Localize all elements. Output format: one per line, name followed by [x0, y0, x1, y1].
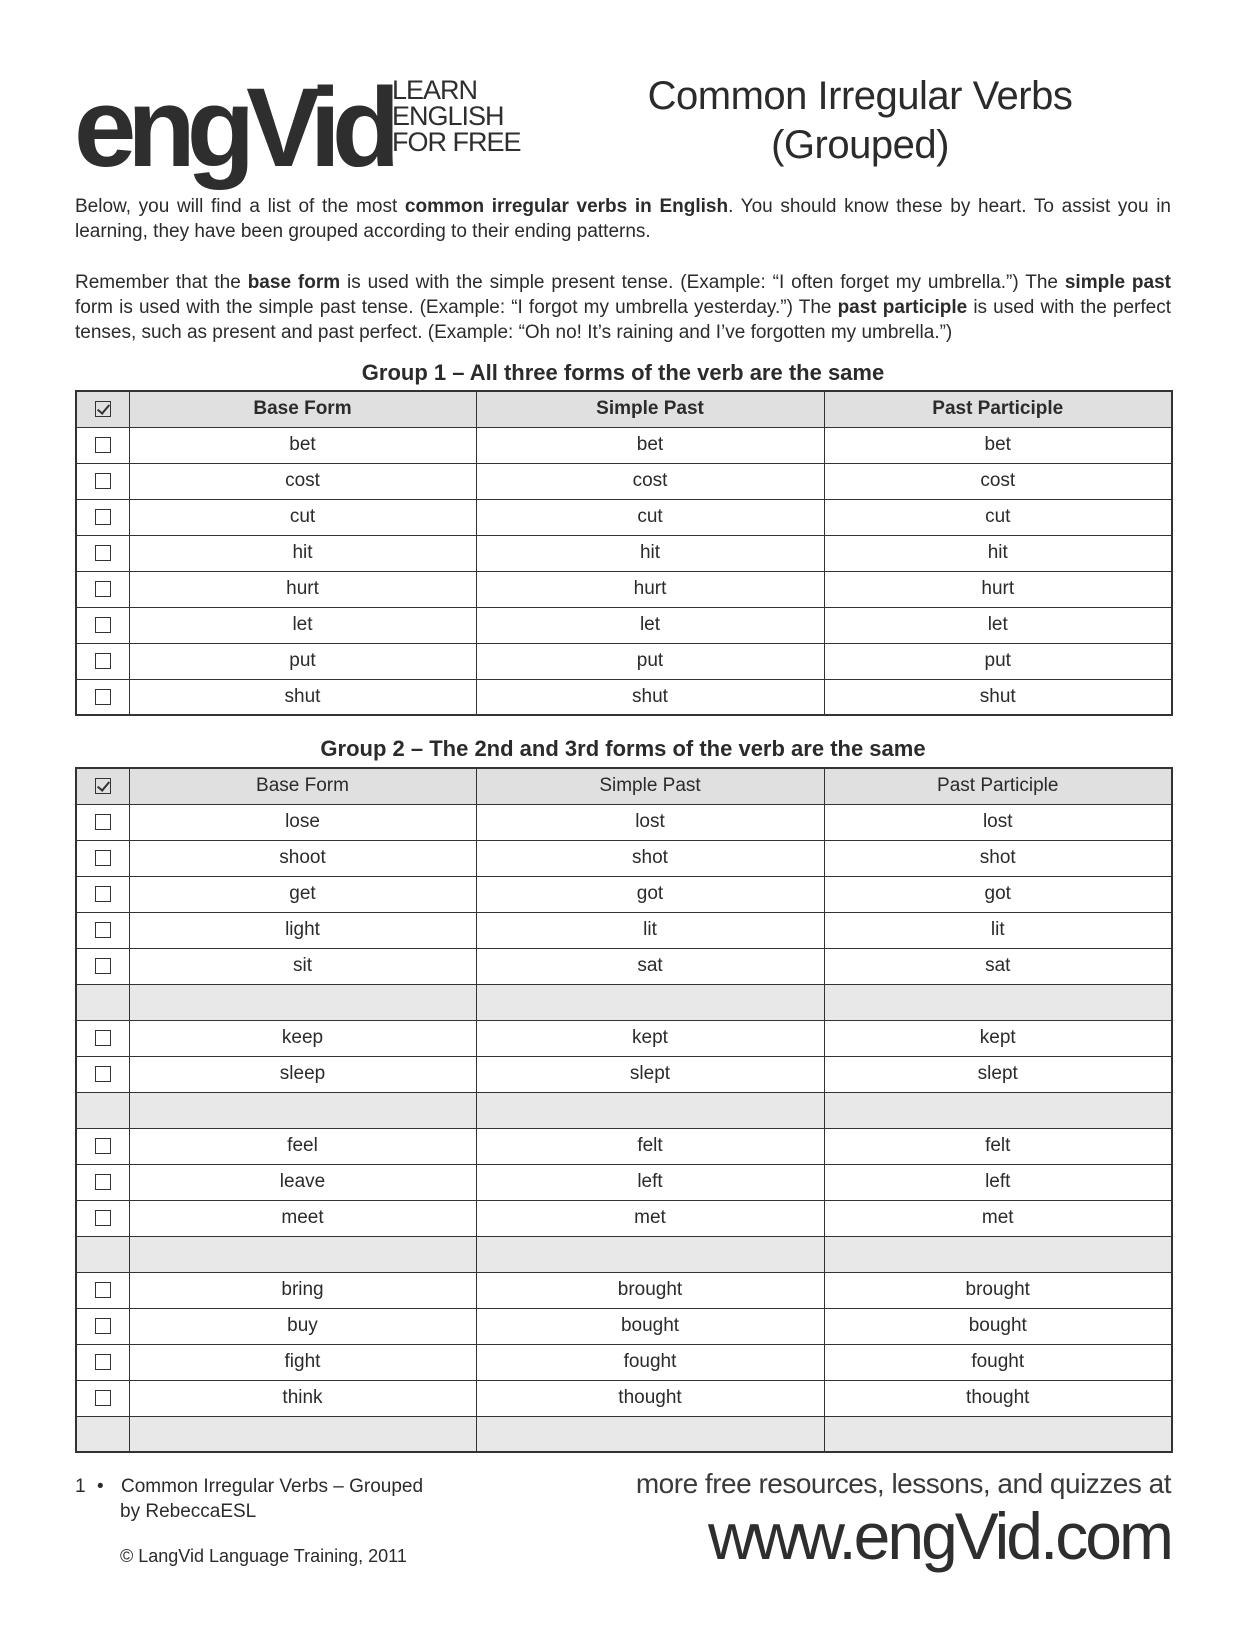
past-participle-cell: bought [824, 1308, 1172, 1344]
checked-box-icon [95, 401, 111, 417]
column-header: Past Participle [824, 391, 1172, 427]
base-form-cell: shut [129, 679, 476, 715]
table-row [76, 840, 1172, 876]
simple-past-cell: shot [476, 840, 824, 876]
past-participle-cell: fought [824, 1344, 1172, 1380]
checkbox-icon [95, 509, 111, 525]
spacer-row [76, 1416, 1172, 1452]
checkbox-icon [95, 581, 111, 597]
table-header-row [76, 391, 1172, 427]
simple-past-cell: cut [476, 499, 824, 535]
simple-past-cell: met [476, 1200, 824, 1236]
simple-past-cell: bet [476, 427, 824, 463]
select-all-checkbox[interactable] [76, 768, 129, 804]
intro-text: form is used with the simple past tense. (Example: “I forgot my umbrella yesterday.”) The [75, 297, 838, 318]
row-checkbox[interactable] [76, 427, 129, 463]
table-row [76, 1200, 1172, 1236]
engvid-logo [74, 65, 554, 190]
checkbox-icon [95, 1390, 111, 1406]
intro-text: is used with the perfect tenses, such as present and past perfect. (Example: “Oh no! It’s raining and I’ve forgotten my umbrella.”) [75, 297, 1171, 343]
checkbox-icon [95, 886, 111, 902]
table-row [76, 804, 1172, 840]
base-form-cell: bet [129, 427, 476, 463]
simple-past-cell: put [476, 643, 824, 679]
base-form-cell: lose [129, 804, 476, 840]
checkbox-icon [95, 1138, 111, 1154]
table-row [76, 1056, 1172, 1092]
past-participle-cell: brought [824, 1272, 1172, 1308]
base-form-cell: sleep [129, 1056, 476, 1092]
base-form-cell: leave [129, 1164, 476, 1200]
simple-past-cell: hit [476, 535, 824, 571]
row-checkbox[interactable] [76, 1344, 129, 1380]
spacer-cell [76, 1416, 129, 1452]
past-participle-cell: felt [824, 1128, 1172, 1164]
past-participle-cell: thought [824, 1380, 1172, 1416]
simple-past-cell: slept [476, 1056, 824, 1092]
intro-emphasis: base form [247, 272, 341, 293]
row-checkbox[interactable] [76, 1164, 129, 1200]
footer-doc-info [75, 1474, 423, 1524]
logo-tagline-line: LEARN [392, 75, 478, 105]
spacer-cell [824, 1236, 1172, 1272]
row-checkbox[interactable] [76, 1308, 129, 1344]
row-checkbox[interactable] [76, 463, 129, 499]
checkbox-icon [95, 958, 111, 974]
past-participle-cell: slept [824, 1056, 1172, 1092]
checkbox-icon [95, 1174, 111, 1190]
simple-past-cell: shut [476, 679, 824, 715]
spacer-cell [76, 1092, 129, 1128]
table-row [76, 1128, 1172, 1164]
checkbox-icon [95, 850, 111, 866]
checkbox-icon [95, 1282, 111, 1298]
website-url[interactable]: www.engVid.com [707, 1499, 1171, 1573]
table-row [76, 463, 1172, 499]
past-participle-cell: bet [824, 427, 1172, 463]
table-row [76, 679, 1172, 715]
spacer-cell [129, 1416, 476, 1452]
group1-table [75, 390, 1173, 716]
past-participle-cell: hurt [824, 571, 1172, 607]
row-checkbox[interactable] [76, 1128, 129, 1164]
table-row [76, 1272, 1172, 1308]
intro-paragraph-2 [75, 270, 1171, 345]
intro-emphasis: simple past [1064, 272, 1171, 293]
column-header: Past Participle [824, 768, 1172, 804]
table-row [76, 1164, 1172, 1200]
past-participle-cell: shot [824, 840, 1172, 876]
base-form-cell: get [129, 876, 476, 912]
simple-past-cell: got [476, 876, 824, 912]
row-checkbox[interactable] [76, 912, 129, 948]
checkbox-icon [95, 1030, 111, 1046]
more-resources-text: more free resources, lessons, and quizzes at [635, 1468, 1171, 1499]
row-checkbox[interactable] [76, 804, 129, 840]
spacer-cell [476, 1236, 824, 1272]
logo-tagline-line: ENGLISH [392, 101, 504, 131]
simple-past-cell: left [476, 1164, 824, 1200]
table-row [76, 912, 1172, 948]
logo-tagline-line: FOR FREE [392, 127, 521, 157]
base-form-cell: light [129, 912, 476, 948]
table-row [76, 1380, 1172, 1416]
group2-heading: Group 2 – The 2nd and 3rd forms of the verb are the same [320, 736, 926, 761]
past-participle-cell: cost [824, 463, 1172, 499]
table-row [76, 1308, 1172, 1344]
row-checkbox[interactable] [76, 948, 129, 984]
intro-text: Remember that the [75, 272, 248, 293]
row-checkbox[interactable] [76, 1380, 129, 1416]
spacer-cell [824, 984, 1172, 1020]
checkbox-icon [95, 1318, 111, 1334]
page-title [600, 72, 1120, 170]
checkbox-icon [95, 922, 111, 938]
table-row [76, 1020, 1172, 1056]
base-form-cell: cut [129, 499, 476, 535]
base-form-cell: hurt [129, 571, 476, 607]
row-checkbox[interactable] [76, 499, 129, 535]
row-checkbox[interactable] [76, 1020, 129, 1056]
simple-past-cell: brought [476, 1272, 824, 1308]
spacer-cell [76, 984, 129, 1020]
page-title-line1: Common Irregular Verbs [647, 74, 1073, 118]
simple-past-cell: kept [476, 1020, 824, 1056]
simple-past-cell: sat [476, 948, 824, 984]
checkbox-icon [95, 617, 111, 633]
spacer-cell [129, 984, 476, 1020]
base-form-cell: feel [129, 1128, 476, 1164]
base-form-cell: fight [129, 1344, 476, 1380]
spacer-cell [129, 1092, 476, 1128]
simple-past-cell: thought [476, 1380, 824, 1416]
past-participle-cell: met [824, 1200, 1172, 1236]
copyright: © LangVid Language Training, 2011 [120, 1546, 407, 1566]
table-row [76, 1344, 1172, 1380]
select-all-checkbox[interactable] [76, 391, 129, 427]
spacer-cell [476, 1416, 824, 1452]
table-row [76, 643, 1172, 679]
checkbox-icon [95, 1066, 111, 1082]
past-participle-cell: left [824, 1164, 1172, 1200]
past-participle-cell: hit [824, 535, 1172, 571]
simple-past-cell: lit [476, 912, 824, 948]
base-form-cell: let [129, 607, 476, 643]
row-checkbox[interactable] [76, 643, 129, 679]
row-checkbox[interactable] [76, 1200, 129, 1236]
row-checkbox[interactable] [76, 679, 129, 715]
checked-box-icon [95, 778, 111, 794]
past-participle-cell: lost [824, 804, 1172, 840]
column-header: Base Form [129, 768, 476, 804]
base-form-cell: meet [129, 1200, 476, 1236]
checkbox-icon [95, 1210, 111, 1226]
logo-tagline [392, 77, 521, 155]
table-row [76, 499, 1172, 535]
spacer-cell [76, 1236, 129, 1272]
spacer-cell [476, 984, 824, 1020]
spacer-cell [824, 1416, 1172, 1452]
intro-text: . You should know these by heart. To assist you in learning, they have been grouped according to their ending patterns. [75, 196, 1171, 242]
table-row [76, 427, 1172, 463]
spacer-cell [824, 1092, 1172, 1128]
column-header: Simple Past [476, 391, 824, 427]
checkbox-icon [95, 689, 111, 705]
past-participle-cell: got [824, 876, 1172, 912]
simple-past-cell: hurt [476, 571, 824, 607]
spacer-row [76, 984, 1172, 1020]
table-row [76, 948, 1172, 984]
intro-text: Below, you will find a list of the most [75, 196, 405, 217]
row-checkbox[interactable] [76, 1056, 129, 1092]
simple-past-cell: lost [476, 804, 824, 840]
intro-emphasis: common irregular verbs in English [404, 196, 729, 217]
past-participle-cell: let [824, 607, 1172, 643]
column-header: Base Form [129, 391, 476, 427]
row-checkbox[interactable] [76, 535, 129, 571]
base-form-cell: bring [129, 1272, 476, 1308]
row-checkbox[interactable] [76, 876, 129, 912]
spacer-row [76, 1236, 1172, 1272]
base-form-cell: shoot [129, 840, 476, 876]
base-form-cell: keep [129, 1020, 476, 1056]
base-form-cell: hit [129, 535, 476, 571]
checkbox-icon [95, 814, 111, 830]
table-row [76, 571, 1172, 607]
checkbox-icon [95, 437, 111, 453]
base-form-cell: sit [129, 948, 476, 984]
simple-past-cell: let [476, 607, 824, 643]
table-row [76, 876, 1172, 912]
past-participle-cell: cut [824, 499, 1172, 535]
past-participle-cell: put [824, 643, 1172, 679]
past-participle-cell: sat [824, 948, 1172, 984]
bullet-icon: • [97, 1476, 104, 1497]
spacer-cell [129, 1236, 476, 1272]
simple-past-cell: cost [476, 463, 824, 499]
table-row [76, 535, 1172, 571]
page-title-line2: (Grouped) [771, 123, 949, 167]
column-header: Simple Past [476, 768, 824, 804]
past-participle-cell: kept [824, 1020, 1172, 1056]
spacer-cell [476, 1092, 824, 1128]
base-form-cell: buy [129, 1308, 476, 1344]
table-row [76, 607, 1172, 643]
group2-table [75, 767, 1173, 1453]
intro-text: is used with the simple present tense. (Example: “I often forget my umbrella.”) The [340, 272, 1065, 293]
row-checkbox[interactable] [76, 607, 129, 643]
base-form-cell: think [129, 1380, 476, 1416]
row-checkbox[interactable] [76, 1272, 129, 1308]
checkbox-icon [95, 1354, 111, 1370]
simple-past-cell: fought [476, 1344, 824, 1380]
spacer-row [76, 1092, 1172, 1128]
checkbox-icon [95, 473, 111, 489]
row-checkbox[interactable] [76, 571, 129, 607]
base-form-cell: cost [129, 463, 476, 499]
table-header-row [76, 768, 1172, 804]
logo-wordmark: engVid [74, 65, 392, 190]
past-participle-cell: shut [824, 679, 1172, 715]
page-number: 1 [75, 1476, 86, 1497]
past-participle-cell: lit [824, 912, 1172, 948]
footer-doc-title: Common Irregular Verbs – Grouped [121, 1476, 424, 1497]
row-checkbox[interactable] [76, 840, 129, 876]
footer-author: by RebeccaESL [120, 1501, 257, 1522]
group1-heading: Group 1 – All three forms of the verb are the same [361, 360, 885, 385]
simple-past-cell: bought [476, 1308, 824, 1344]
base-form-cell: put [129, 643, 476, 679]
checkbox-icon [95, 653, 111, 669]
checkbox-icon [95, 545, 111, 561]
intro-emphasis: past participle [837, 297, 968, 318]
intro-paragraph-1 [75, 194, 1171, 244]
simple-past-cell: felt [476, 1128, 824, 1164]
